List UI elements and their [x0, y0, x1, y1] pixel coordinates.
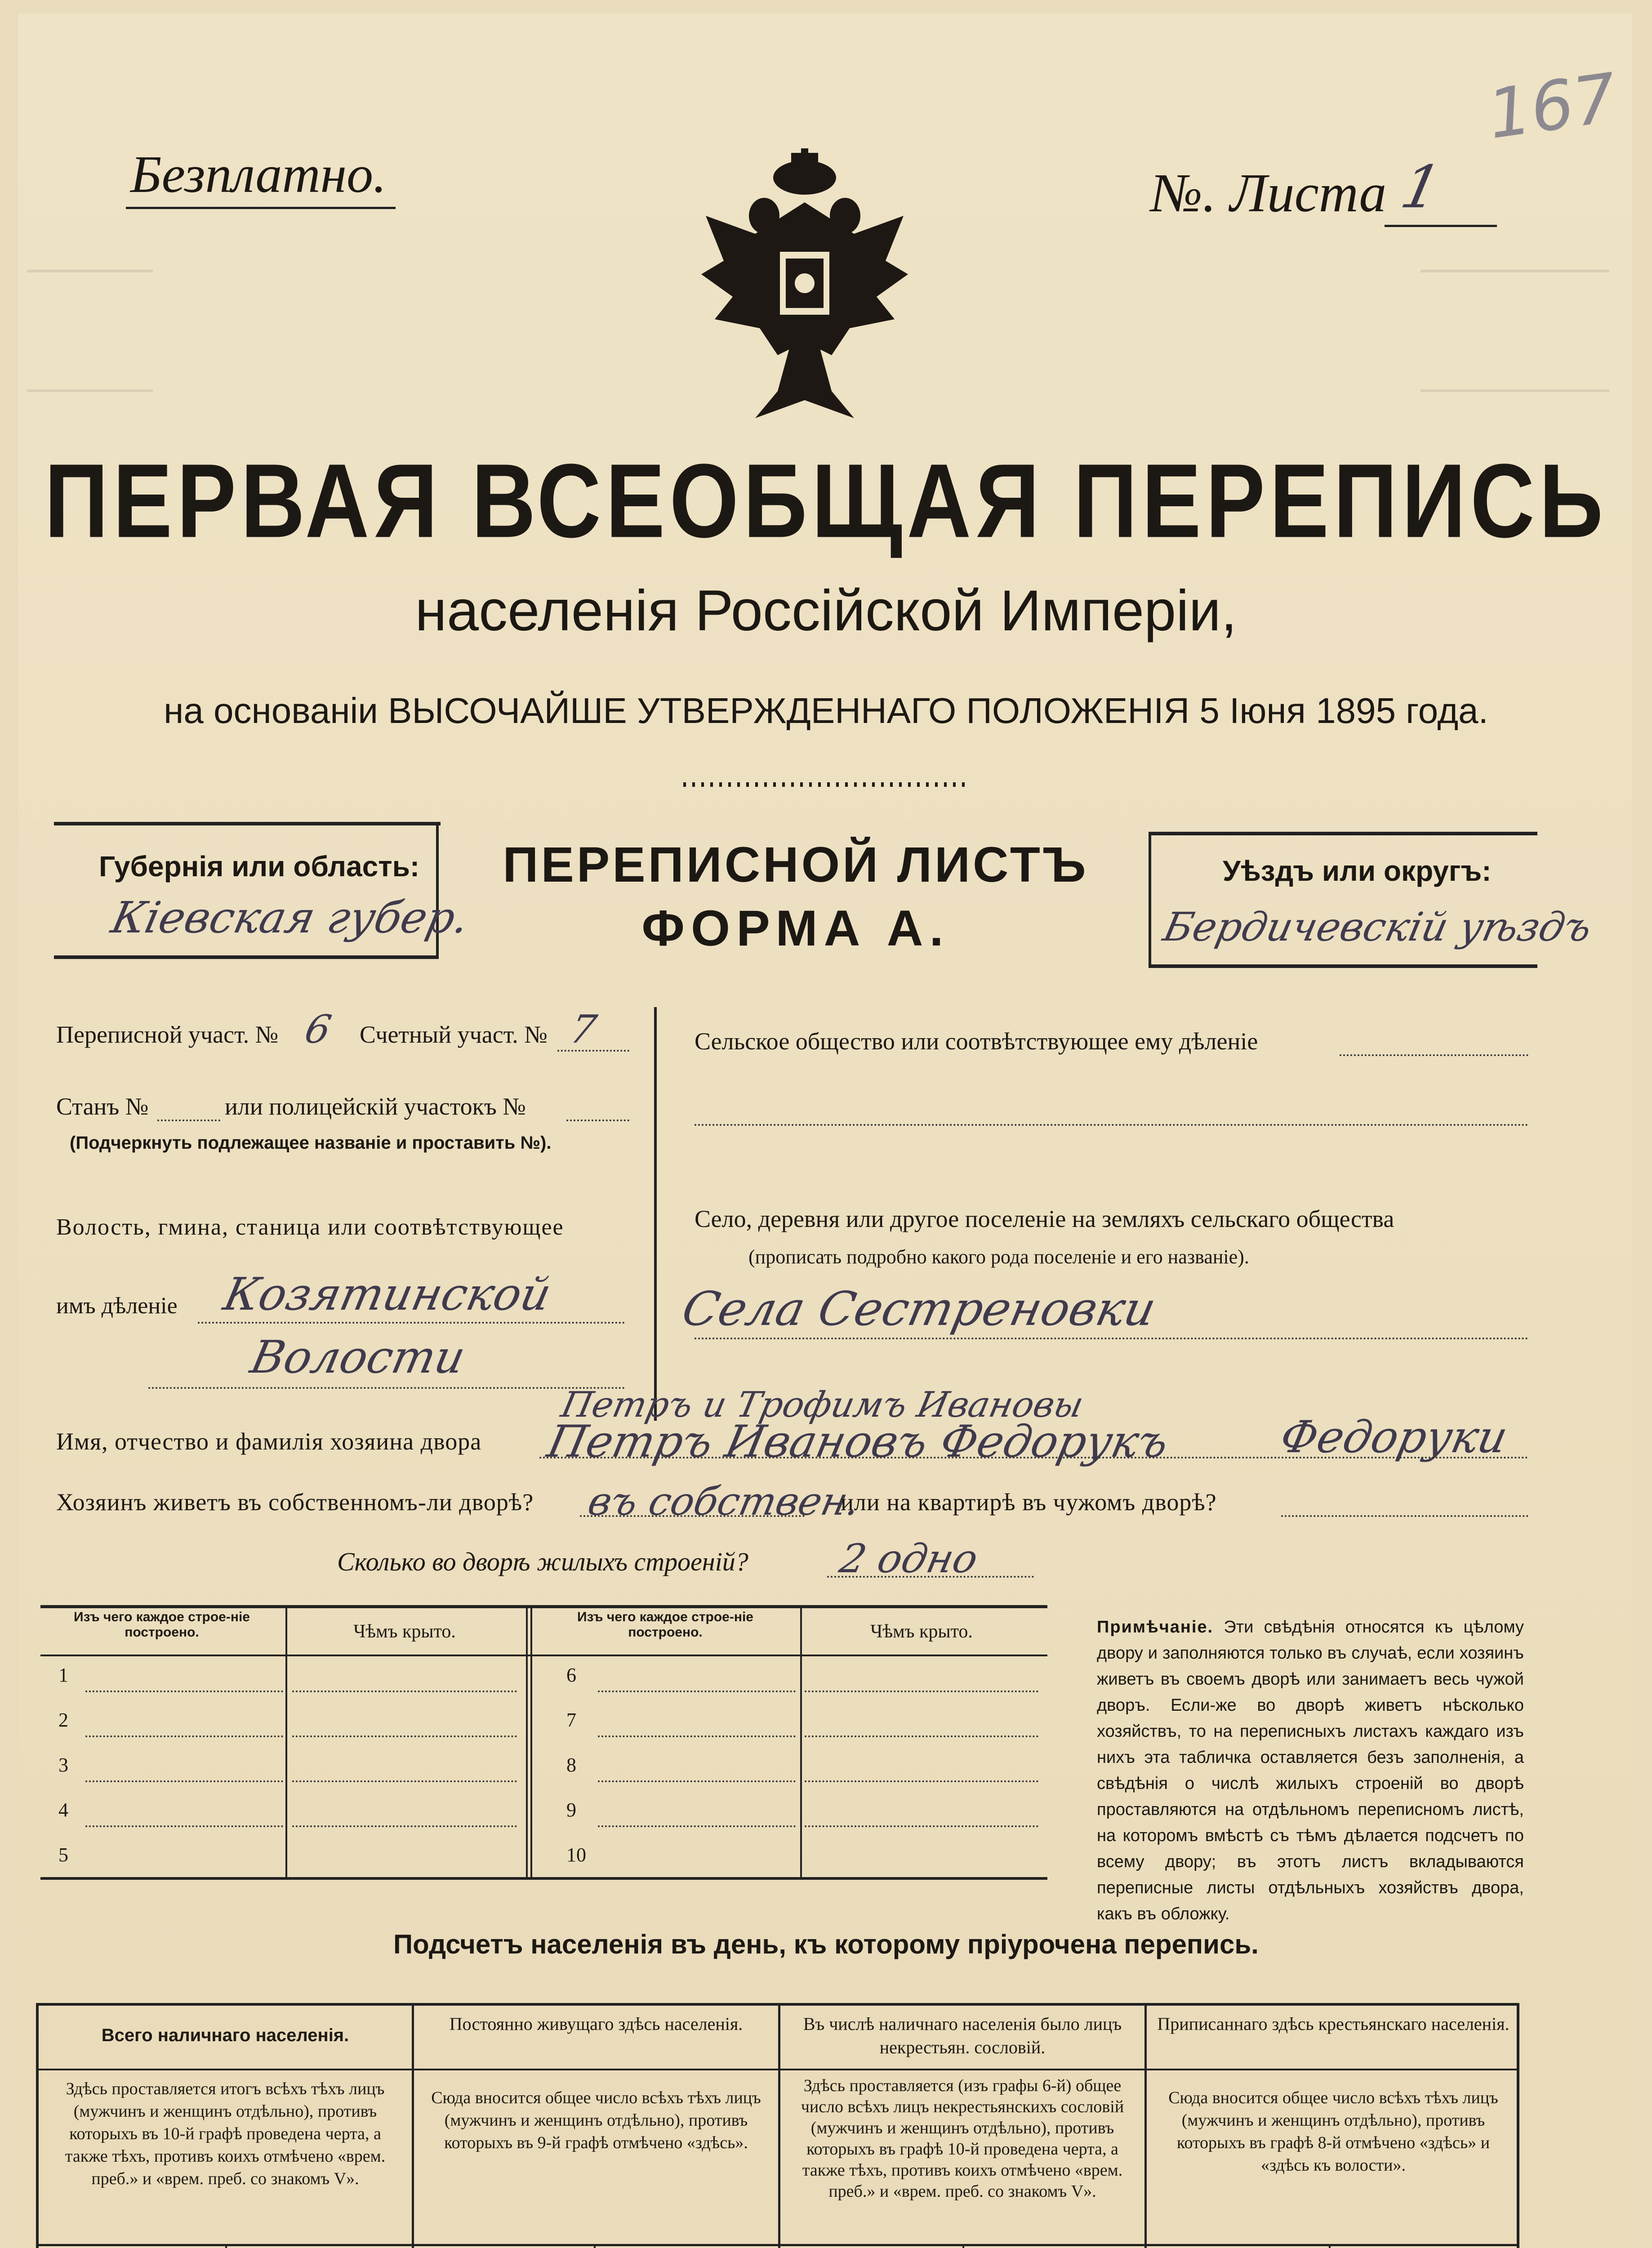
- count-title: Подсчетъ населенія въ день, къ которому пріурочена перепись.: [393, 1929, 1259, 1959]
- table-col2-header-left: Чѣмъ крыто.: [353, 1621, 456, 1642]
- count-col3-body: Здѣсь проставляется (изъ графы 6-й) общее число всѣхъ лицъ некрестьянскихъ сословій (мужчинъ и женщинъ отдѣльно), противъ которыхъ въ графѣ 10-й проведена черта, а также тѣхъ, противъ коихъ отмѣчено «врем. преб.» и «врем. преб. со знакомъ V».: [801, 2076, 1124, 2201]
- note-title: Примѣчаніе.: [1097, 1618, 1214, 1637]
- band-right-vertical: [1149, 832, 1151, 967]
- sheet-title: ПЕРЕПИСНОЙ ЛИСТЪ: [503, 837, 1089, 892]
- village-note: (прописать подробно какого рода поселеніе и его названіе).: [748, 1246, 1249, 1268]
- owner-value: Петръ Ивановъ Федорукъ: [543, 1416, 1173, 1467]
- blocks-divider: [654, 1007, 657, 1421]
- volost-value-2: Волости: [246, 1331, 470, 1383]
- sheet-number-underline: [1385, 225, 1497, 227]
- form-title: ФОРМА А.: [641, 900, 950, 956]
- gubernia-label: Губернія или область:: [99, 850, 420, 883]
- volost-label-1: Волость, гмина, станица или соотвѣтствующее: [56, 1214, 564, 1240]
- row-number-2: 2: [58, 1709, 68, 1731]
- volost-dots-1: [198, 1322, 625, 1324]
- row-number-5: 5: [58, 1844, 68, 1866]
- subtitle: населенія Россійской Имперіи,: [415, 579, 1237, 643]
- owner-dots: [539, 1457, 1528, 1459]
- show-through-text: [27, 270, 1618, 405]
- buildings-dots: [827, 1576, 1034, 1578]
- or-dots: [1281, 1515, 1528, 1517]
- legal-basis: на основаніи ВЫСОЧАЙШЕ УТВЕРЖДЕННАГО ПОЛОЖЕНІЯ 5 Іюня 1895 года.: [164, 691, 1488, 731]
- buildings-label: Сколько во дворѣ жилыхъ строеній?: [337, 1547, 748, 1576]
- table-col1-header-left: Изъ чего каждое строе-ніе построено.: [74, 1610, 250, 1640]
- owner-label: Имя, отчество и фамилія хозяина двора: [56, 1428, 482, 1455]
- stan-label: Станъ №: [56, 1093, 149, 1120]
- band-top-rule-right: [1151, 832, 1537, 835]
- village-value: Села Сестреновки: [677, 1281, 1161, 1336]
- census-area-label: Переписной участ. №: [56, 1021, 279, 1048]
- volost-label-2: имъ дѣленіе: [56, 1293, 178, 1319]
- sheet-number-value: 1: [1395, 153, 1447, 221]
- village-dots: [695, 1338, 1528, 1339]
- society-label: Сельское общество или соотвѣтствующее ему дѣленіе: [695, 1028, 1258, 1055]
- buildings-value: 2 одно: [836, 1535, 982, 1582]
- owner-value-right: Федоруки: [1275, 1412, 1512, 1463]
- row-number-6: 6: [566, 1664, 576, 1686]
- volost-value-1: Козятинской: [219, 1268, 556, 1320]
- table-col1-header-right: Изъ чего каждое строе-ніе построено.: [577, 1610, 753, 1640]
- society-dots-2: [695, 1124, 1528, 1126]
- row-number-4: 4: [58, 1799, 68, 1821]
- band-top-rule-left: [54, 822, 441, 825]
- counting-area-dots: [557, 1050, 629, 1052]
- count-col2-body: Сюда вносится общее число всѣхъ тѣхъ лицъ (мужчинъ и женщинъ отдѣльно), противъ которыхъ въ 9-й графѣ отмѣчено «здѣсь».: [431, 2088, 761, 2152]
- society-dots-1: [1340, 1054, 1528, 1056]
- or-label: или на квартирѣ въ чужомъ дворѣ?: [841, 1489, 1217, 1516]
- count-col2-header: Постоянно живущаго здѣсь населенія.: [449, 2014, 743, 2034]
- band-bottom-rule-left: [54, 955, 439, 959]
- gubernia-value: Кіевская губер.: [107, 892, 474, 943]
- count-col3-header: Въ числѣ наличнаго населенія было лицъ некрестьян. сословій.: [803, 2014, 1122, 2057]
- count-table: [36, 2003, 1519, 2248]
- counting-area-value: 7: [566, 1007, 601, 1052]
- count-col4-header: Приписаннаго здѣсь крестьянскаго населенія.: [1157, 2014, 1510, 2034]
- stan-dots: [157, 1120, 220, 1121]
- count-col4-body: Сюда вносится общее число всѣхъ тѣхъ лицъ (мужчинъ и женщинъ отдѣльно), противъ которыхъ въ графѣ 8-й отмѣчено «здѣсь» и «здѣсь къ волости».: [1168, 2088, 1498, 2175]
- lives-value: въ собствен.: [584, 1479, 864, 1524]
- owner-value-above: Петръ и Трофимъ Ивановы: [557, 1385, 1087, 1425]
- underline-note: (Подчеркнуть подлежащее названіе и проставить №).: [70, 1133, 552, 1153]
- counting-area-label: Счетный участ. №: [360, 1021, 548, 1048]
- pencil-page-number: 167: [1483, 58, 1622, 155]
- free-label: Безплатно.: [130, 145, 387, 204]
- lives-dots: [580, 1515, 805, 1517]
- free-underline: [126, 207, 396, 209]
- band-bottom-rule-right: [1149, 964, 1537, 968]
- row-number-7: 7: [566, 1709, 576, 1731]
- count-col1-header: Всего наличнаго населенія.: [101, 2025, 349, 2045]
- note-block: [1097, 1614, 1524, 1927]
- row-number-3: 3: [58, 1754, 68, 1776]
- police-dots: [566, 1120, 629, 1121]
- lives-label: Хозяинъ живетъ въ собственномъ-ли дворѣ?: [56, 1489, 534, 1516]
- count-col1-body: Здѣсь проставляется итогъ всѣхъ тѣхъ лицъ (мужчинъ и женщинъ отдѣльно), противъ которыхъ въ 10-й графѣ проведена черта, а также тѣхъ, противъ коихъ отмѣчено «врем. преб.» и «врем. преб. со знакомъ V».: [65, 2079, 386, 2188]
- row-number-8: 8: [566, 1754, 576, 1776]
- main-title: ПЕРВАЯ ВСЕОБЩАЯ ПЕРЕПИСЬ: [44, 442, 1608, 559]
- uezd-label: Уѣздъ или округъ:: [1223, 855, 1492, 887]
- village-label: Село, деревня или другое поселеніе на земляхъ сельскаго общества: [695, 1205, 1394, 1232]
- ornament-divider: [679, 776, 975, 794]
- census-area-value: 6: [301, 1007, 335, 1052]
- row-number-10: 10: [566, 1844, 586, 1866]
- row-number-1: 1: [58, 1664, 68, 1686]
- table-col2-header-right: Чѣмъ крыто.: [870, 1621, 973, 1642]
- police-label: или полицейскій участокъ №: [225, 1093, 526, 1120]
- volost-dots-2: [148, 1387, 625, 1389]
- buildings-table: [40, 1605, 1047, 1879]
- row-number-9: 9: [566, 1799, 576, 1821]
- sheet-number-label: №. Листа: [1151, 163, 1387, 223]
- uezd-value: Бердичевскій уѣздъ: [1159, 904, 1596, 950]
- note-text: Эти свѣдѣнія относятся къ цѣлому двору и заполняются только въ случаѣ, если хозяинъ живетъ въ своемъ дворѣ или занимаетъ весь чужой дворъ. Если-же во дворѣ живетъ нѣсколько хозяйствъ, то на переписныхъ листахъ каждаго изъ нихъ эта табличка оставляется безъ заполненія, а свѣдѣнія о числѣ жилыхъ строеній во дворѣ проставляются на отдѣльномъ переписномъ листѣ, на которомъ вмѣстѣ съ тѣмъ дѣлается подсчетъ по всему двору; въ этотъ листъ вкладываются переписные листы отдѣльныхъ хозяйствъ двора, какъ въ обложку.: [1097, 1618, 1524, 1923]
